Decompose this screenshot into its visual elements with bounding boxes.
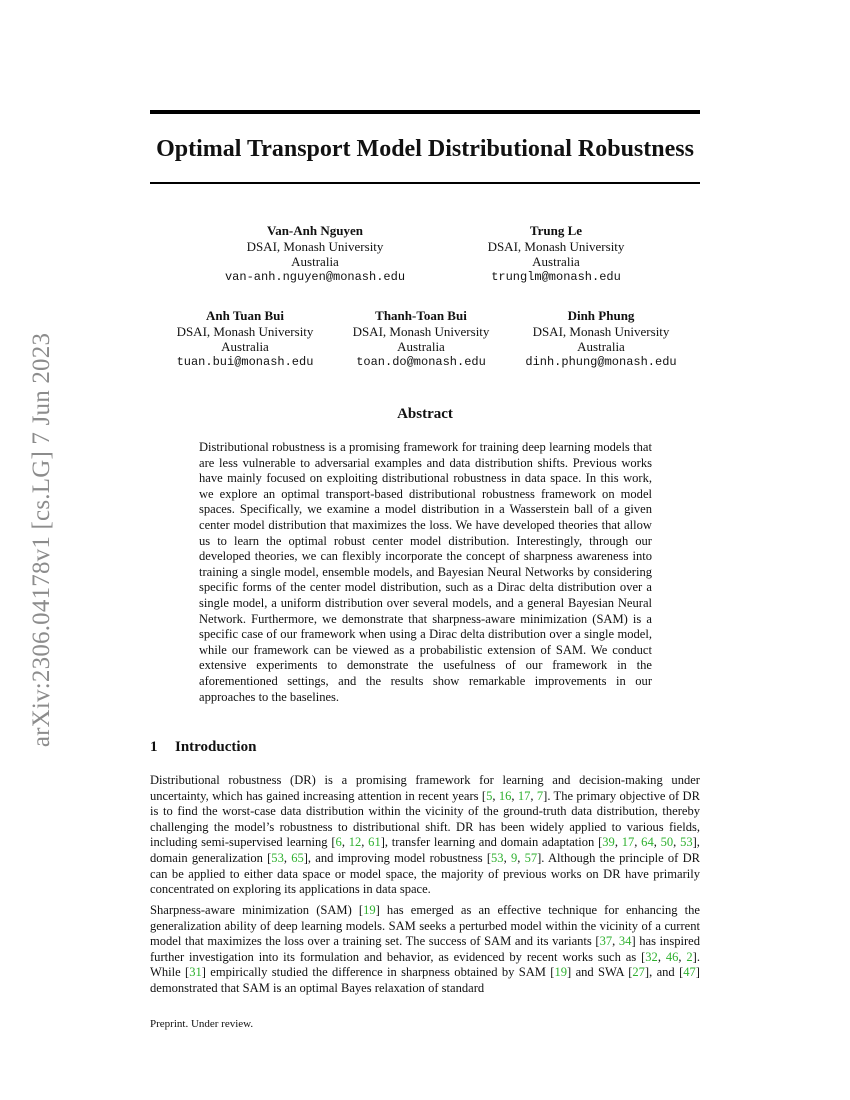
author-affiliation: DSAI, Monash University xyxy=(176,323,314,339)
author-block xyxy=(506,308,696,370)
section-title: Introduction xyxy=(175,739,257,755)
author-name: Trung Le xyxy=(529,223,583,238)
paper-title: Optimal Transport Model Distributional Robustness xyxy=(156,136,694,162)
author-name: Thanh-Toan Bui xyxy=(375,308,467,323)
title-rule-bottom xyxy=(150,182,700,184)
section-heading xyxy=(150,739,256,756)
citation-link[interactable]: 7 xyxy=(536,788,544,803)
author-country: Australia xyxy=(577,339,625,354)
citation-link[interactable]: 12 xyxy=(348,835,362,850)
arxiv-identifier: arXiv:2306.04178v1 [cs.LG] 7 Jun 2023 xyxy=(28,332,55,748)
author-email: trunglm@monash.edu xyxy=(491,269,621,284)
citation-link[interactable]: 34 xyxy=(618,934,632,949)
author-affiliation: DSAI, Monash University xyxy=(352,323,490,339)
section-number: 1 xyxy=(150,739,158,755)
citation-link[interactable]: 9 xyxy=(510,850,518,865)
intro-paragraph: Sharpness-aware minimization (SAM) [19] has emerged as an effective technique for enhancing the generalization ability of deep learning models. SAM seeks a perturbed model within the vicinity of a current model that maximizes the loss over a training set. The success of SAM and its variants [37, 34] has inspired further investigation into its formulation and behavior, as evidenced by recent works such as [32, 46, 2]. While [31] empirically studied the difference in sharpness obtained by SAM [19] and SWA [27], and [47] demonstrated that SAM is an optimal Bayes relaxation of standard xyxy=(150,903,701,995)
citation-link[interactable]: 17 xyxy=(621,835,635,850)
author-block xyxy=(326,308,516,370)
citation-link[interactable]: 2 xyxy=(686,949,693,964)
author-name: Van-Anh Nguyen xyxy=(267,223,363,238)
citation-link[interactable]: 19 xyxy=(363,903,376,917)
citation-link[interactable]: 64 xyxy=(641,835,654,850)
citation-link[interactable]: 17 xyxy=(517,788,531,803)
citation-link[interactable]: 53 xyxy=(271,850,284,865)
citation-link[interactable]: 5 xyxy=(486,788,493,803)
citation-link[interactable]: 57 xyxy=(524,850,538,865)
author-name: Anh Tuan Bui xyxy=(205,308,285,323)
citation-link[interactable]: 61 xyxy=(368,835,381,850)
arxiv-sidebar-stamp xyxy=(2,302,82,778)
citation-link[interactable]: 47 xyxy=(683,965,696,980)
author-country: Australia xyxy=(291,254,339,269)
author-country: Australia xyxy=(532,254,580,269)
author-name: Dinh Phung xyxy=(567,308,635,323)
author-affiliation: DSAI, Monash University xyxy=(487,238,625,254)
citation-link[interactable]: 46 xyxy=(665,949,679,964)
author-block xyxy=(220,223,410,285)
abstract-heading: Abstract xyxy=(397,406,453,422)
citation-link[interactable]: 39 xyxy=(602,835,615,850)
citation-link[interactable]: 37 xyxy=(599,934,613,949)
author-email: toan.do@monash.edu xyxy=(356,354,486,369)
citation-link[interactable]: 16 xyxy=(498,788,512,803)
author-country: Australia xyxy=(397,339,445,354)
author-country: Australia xyxy=(221,339,269,354)
citation-link[interactable]: 53 xyxy=(491,850,504,865)
citation-link[interactable]: 32 xyxy=(645,949,658,964)
citation-link[interactable]: 6 xyxy=(335,835,342,850)
footer-note: Preprint. Under review. xyxy=(150,1018,254,1030)
citation-link[interactable]: 50 xyxy=(660,835,674,850)
intro-paragraph: Distributional robustness (DR) is a promising framework for learning and decision-making under uncertainty, which has gained increasing attention in recent years [5, 16, 17, 7]. The primary objective of DR is to find the worst-case data distribution within the vicinity of the ground-truth data distribution, thereby challenging the model’s robustness to distributional shift. DR has been widely applied to various fields, including semi-supervised learning [6, 12, 61], transfer learning and domain adaptation [39, 17, 64, 50, 53], domain generalization [53, 65], and improving model robustness [53, 9, 57]. Although the principle of DR can be applied to either data space or model space, the majority of previous works on DR have primarily concentrated on exploring its applications in data space. xyxy=(150,773,701,897)
citation-link[interactable]: 31 xyxy=(189,965,202,980)
citation-link[interactable]: 65 xyxy=(291,850,304,865)
title-rule-top xyxy=(150,110,700,114)
author-email: dinh.phung@monash.edu xyxy=(525,354,677,369)
author-block xyxy=(461,223,651,285)
author-block xyxy=(150,308,340,370)
author-affiliation: DSAI, Monash University xyxy=(532,323,670,339)
citation-link[interactable]: 53 xyxy=(680,835,693,850)
citation-link[interactable]: 27 xyxy=(632,965,645,980)
author-email: tuan.bui@monash.edu xyxy=(176,354,314,369)
abstract-text: Distributional robustness is a promising framework for training deep learning models that are less vulnerable to adversarial examples and data distribution shifts. Previous works have mainly focused on exploiting distributional robustness in data space. In this work, we explore an optimal transport-based distributional robustness framework on model spaces. Specifically, we examine a model distribution in a Wasserstein ball of a given center model distribution that maximizes the loss. We have developed theories that allow us to learn the optimal robust center model distribution. Interestingly, through our developed theories, we can flexibly incorporate the concept of sharpness awareness into training a single model, ensemble models, and Bayesian Neural Networks by considering specific forms of the center model distribution, such as a Dirac delta distribution over a single model, a uniform distribution over several models, and a general Bayesian Neural Network. Furthermore, we demonstrate that sharpness-aware minimization (SAM) is a specific case of our framework when using a Dirac delta distribution over a single model, while our framework can be viewed as a probabilistic extension of SAM. We conduct extensive experiments to demonstrate the usefulness of our framework in the aforementioned settings, and the results show remarkable improvements in our approaches to the baselines. xyxy=(199,440,652,704)
author-email: van-anh.nguyen@monash.edu xyxy=(224,269,406,284)
citation-link[interactable]: 19 xyxy=(554,965,568,980)
author-affiliation: DSAI, Monash University xyxy=(246,238,384,254)
